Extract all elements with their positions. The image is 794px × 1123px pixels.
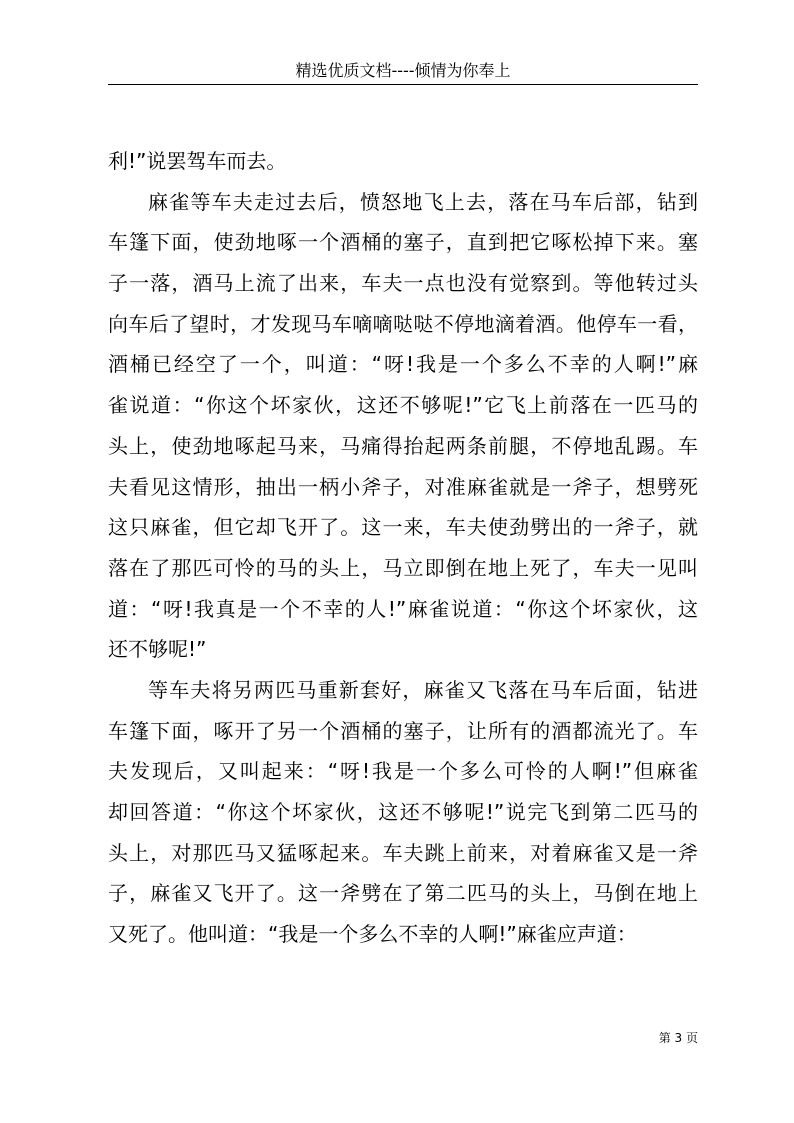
text-line: 却回答道：“你这个坏家伙，这还不够呢!”说完飞到第二匹马的	[108, 800, 698, 824]
text-line: 夫看见这情形，抽出一柄小斧子，对准麻雀就是一斧子，想劈死	[108, 474, 698, 499]
text-line: 道：“呀!我真是一个不幸的人!”麻雀说道：“你这个坏家伙，这	[108, 596, 698, 621]
text-line: 又死了。他叫道：“我是一个多么不幸的人啊!”麻雀应声道：	[108, 922, 637, 947]
text-line: 麻雀等车夫走过去后，愤怒地飞上去，落在马车后部，钻到	[148, 189, 698, 214]
text-line: 车篷下面，啄开了另一个酒桶的塞子，让所有的酒都流光了。车	[108, 718, 698, 743]
text-line: 子，麻雀又飞开了。这一斧劈在了第二匹马的头上，马倒在地上	[108, 881, 698, 906]
document-body	[108, 141, 698, 955]
text-line: 落在了那匹可怜的马的头上，马立即倒在地上死了，车夫一见叫	[108, 555, 698, 580]
text-line: 头上，使劲地啄起马来，马痛得抬起两条前腿，不停地乱踢。车	[108, 433, 698, 458]
text-line: 酒桶已经空了一个，叫道：“呀!我是一个多么不幸的人啊!”麻	[108, 352, 698, 377]
page-number: 第 3 页	[658, 1031, 698, 1045]
text-line: 头上，对那匹马又猛啄起来。车夫跳上前来，对着麻雀又是一斧	[108, 840, 698, 865]
text-line: 等车夫将另两匹马重新套好，麻雀又飞落在马车后面，钻进	[148, 677, 698, 702]
text-line: 利!”说罢驾车而去。	[108, 149, 287, 173]
text-line: 雀说道：“你这个坏家伙，这还不够呢!”它飞上前落在一匹马的	[108, 393, 698, 418]
page-footer	[590, 1030, 698, 1046]
text-line: 还不够呢!”	[108, 637, 207, 662]
page-header	[108, 58, 698, 85]
header-title: 精选优质文档----倾情为你奉上	[295, 61, 511, 80]
text-line: 子一落，酒马上流了出来，车夫一点也没有觉察到。等他转过头	[108, 271, 698, 296]
text-line: 夫发现后，又叫起来：“呀!我是一个多么可怜的人啊!”但麻雀	[108, 759, 698, 784]
text-line: 向车后了望时，才发现马车嘀嘀哒哒不停地滴着酒。他停车一看，	[108, 311, 698, 336]
text-line: 这只麻雀，但它却飞开了。这一来，车夫使劲劈出的一斧子，就	[108, 515, 698, 540]
text-line: 车篷下面，使劲地啄一个酒桶的塞子，直到把它啄松掉下来。塞	[108, 230, 698, 255]
